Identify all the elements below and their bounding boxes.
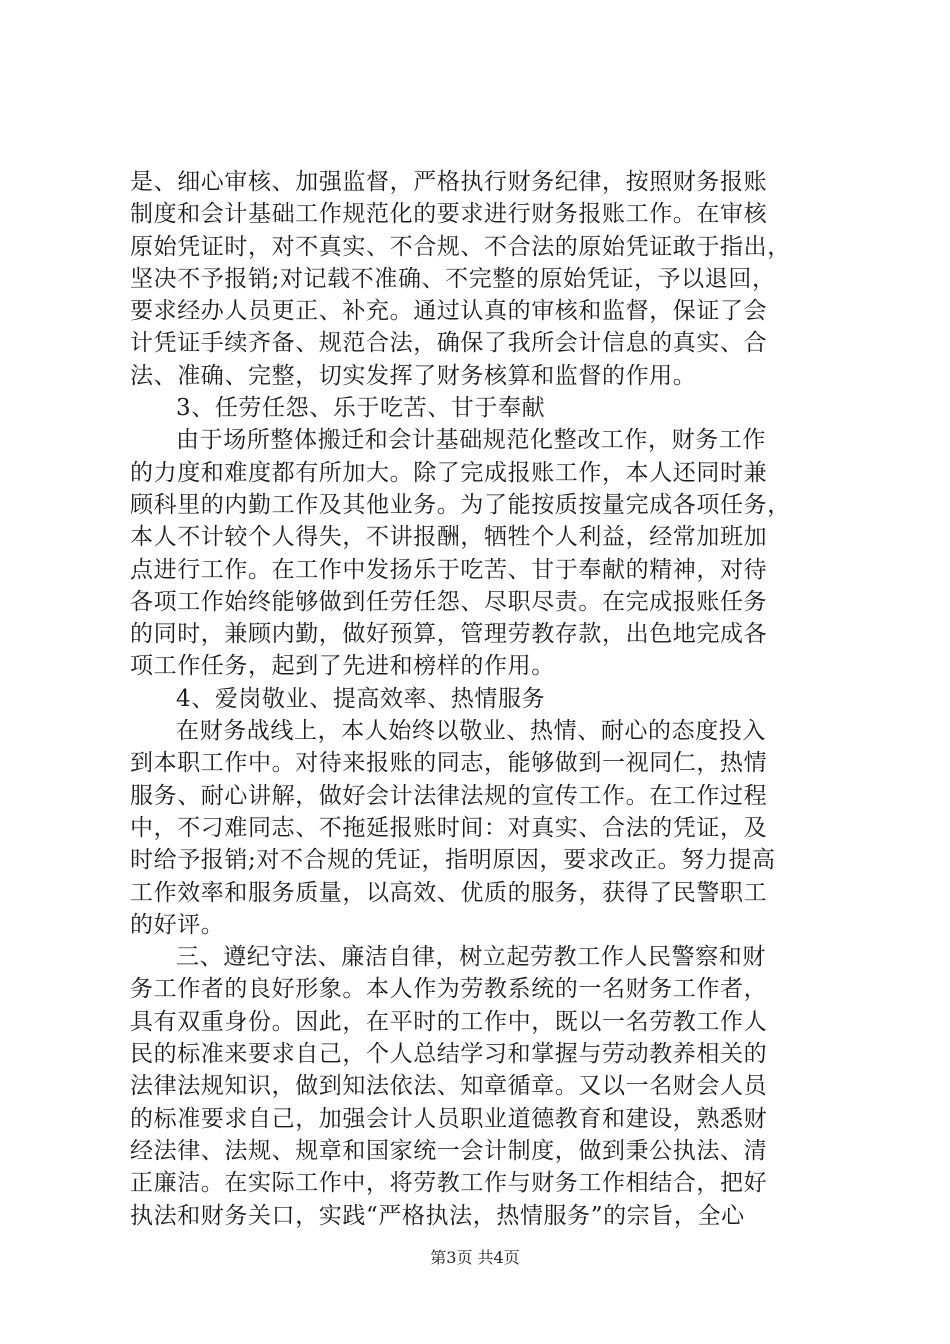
document-body — [130, 166, 830, 1232]
text-line: 3、任劳任怨、乐于吃苦、甘于奉献 — [176, 395, 546, 422]
text-line: 点进行工作。在工作中发扬乐于吃苦、甘于奉献的精神，对待 — [130, 556, 768, 583]
text-line: 经法律、法规、规章和国家统一会计制度，做到秉公执法、清 — [130, 1137, 768, 1164]
text-line: 法、准确、完整，切实发挥了财务核算和监督的作用。 — [130, 362, 697, 389]
text-line: 的同时，兼顾内勤，做好预算，管理劳教存款，出色地完成各 — [130, 621, 768, 648]
text-line: 的标准要求自己，加强会计人员职业道德教育和建设，熟悉财 — [130, 1105, 768, 1132]
text-line: 要求经办人员更正、补充。通过认真的审核和监督，保证了会 — [130, 298, 768, 325]
page-footer: 第3页 共4页 — [430, 1248, 520, 1267]
text-line: 务工作者的良好形象。本人作为劳教系统的一名财务工作者， — [130, 976, 768, 1003]
text-line: 坚决不予报销;对记载不准确、不完整的原始凭证，予以退回， — [130, 265, 776, 292]
text-line: 正廉洁。在实际工作中，将劳教工作与财务工作相结合，把好 — [130, 1170, 768, 1197]
text-line: 本人不计较个人得失，不讲报酬，牺牲个人利益，经常加班加 — [130, 524, 768, 551]
text-line: 制度和会计基础工作规范化的要求进行财务报账工作。在审核 — [130, 201, 768, 228]
text-line: 顾科里的内勤工作及其他业务。为了能按质按量完成各项任务， — [130, 491, 791, 518]
text-line: 计凭证手续齐备、规范合法，确保了我所会计信息的真实、合 — [130, 330, 768, 357]
text-line: 项工作任务，起到了先进和榜样的作用。 — [130, 653, 555, 680]
text-line: 三、遵纪守法、廉洁自律，树立起劳教工作人民警察和财 — [176, 944, 766, 971]
text-line: 的力度和难度都有所加大。除了完成报账工作，本人还同时兼 — [130, 459, 768, 486]
text-line: 服务、耐心讲解，做好会计法律法规的宣传工作。在工作过程 — [130, 782, 768, 809]
text-line: 是、细心审核、加强监督，严格执行财务纪律，按照财务报账 — [130, 169, 768, 195]
text-line: 到本职工作中。对待来报账的同志，能够做到一视同仁，热情 — [130, 750, 768, 777]
text-line: 时给予报销;对不合规的凭证，指明原因，要求改正。努力提高 — [130, 847, 776, 874]
text-line: 中，不刁难同志、不拖延报账时间：对真实、合法的凭证，及 — [130, 814, 768, 841]
text-line: 民的标准来要求自己，个人总结学习和掌握与劳动教养相关的 — [130, 1041, 768, 1068]
text-line: 由于场所整体搬迁和会计基础规范化整改工作，财务工作 — [176, 427, 766, 454]
text-line: 具有双重身份。因此，在平时的工作中，既以一名劳教工作人 — [130, 1008, 768, 1035]
text-line: 法律法规知识，做到知法依法、知章循章。又以一名财会人员 — [130, 1073, 768, 1100]
text-line: 在财务战线上，本人始终以敬业、热情、耐心的态度投入 — [176, 718, 766, 745]
text-line: 原始凭证时，对不真实、不合规、不合法的原始凭证敢于指出， — [130, 233, 791, 260]
text-line: 4、爱岗敬业、提高效率、热情服务 — [176, 685, 546, 712]
text-line: 各项工作始终能够做到任劳任怨、尽职尽责。在完成报账任务 — [130, 588, 768, 615]
text-line: 执法和财务关口，实践“严格执法，热情服务”的宗旨，全心 — [130, 1202, 745, 1229]
text-line: 工作效率和服务质量，以高效、优质的服务，获得了民警职工 — [130, 879, 768, 906]
text-line: 的好评。 — [130, 911, 225, 938]
